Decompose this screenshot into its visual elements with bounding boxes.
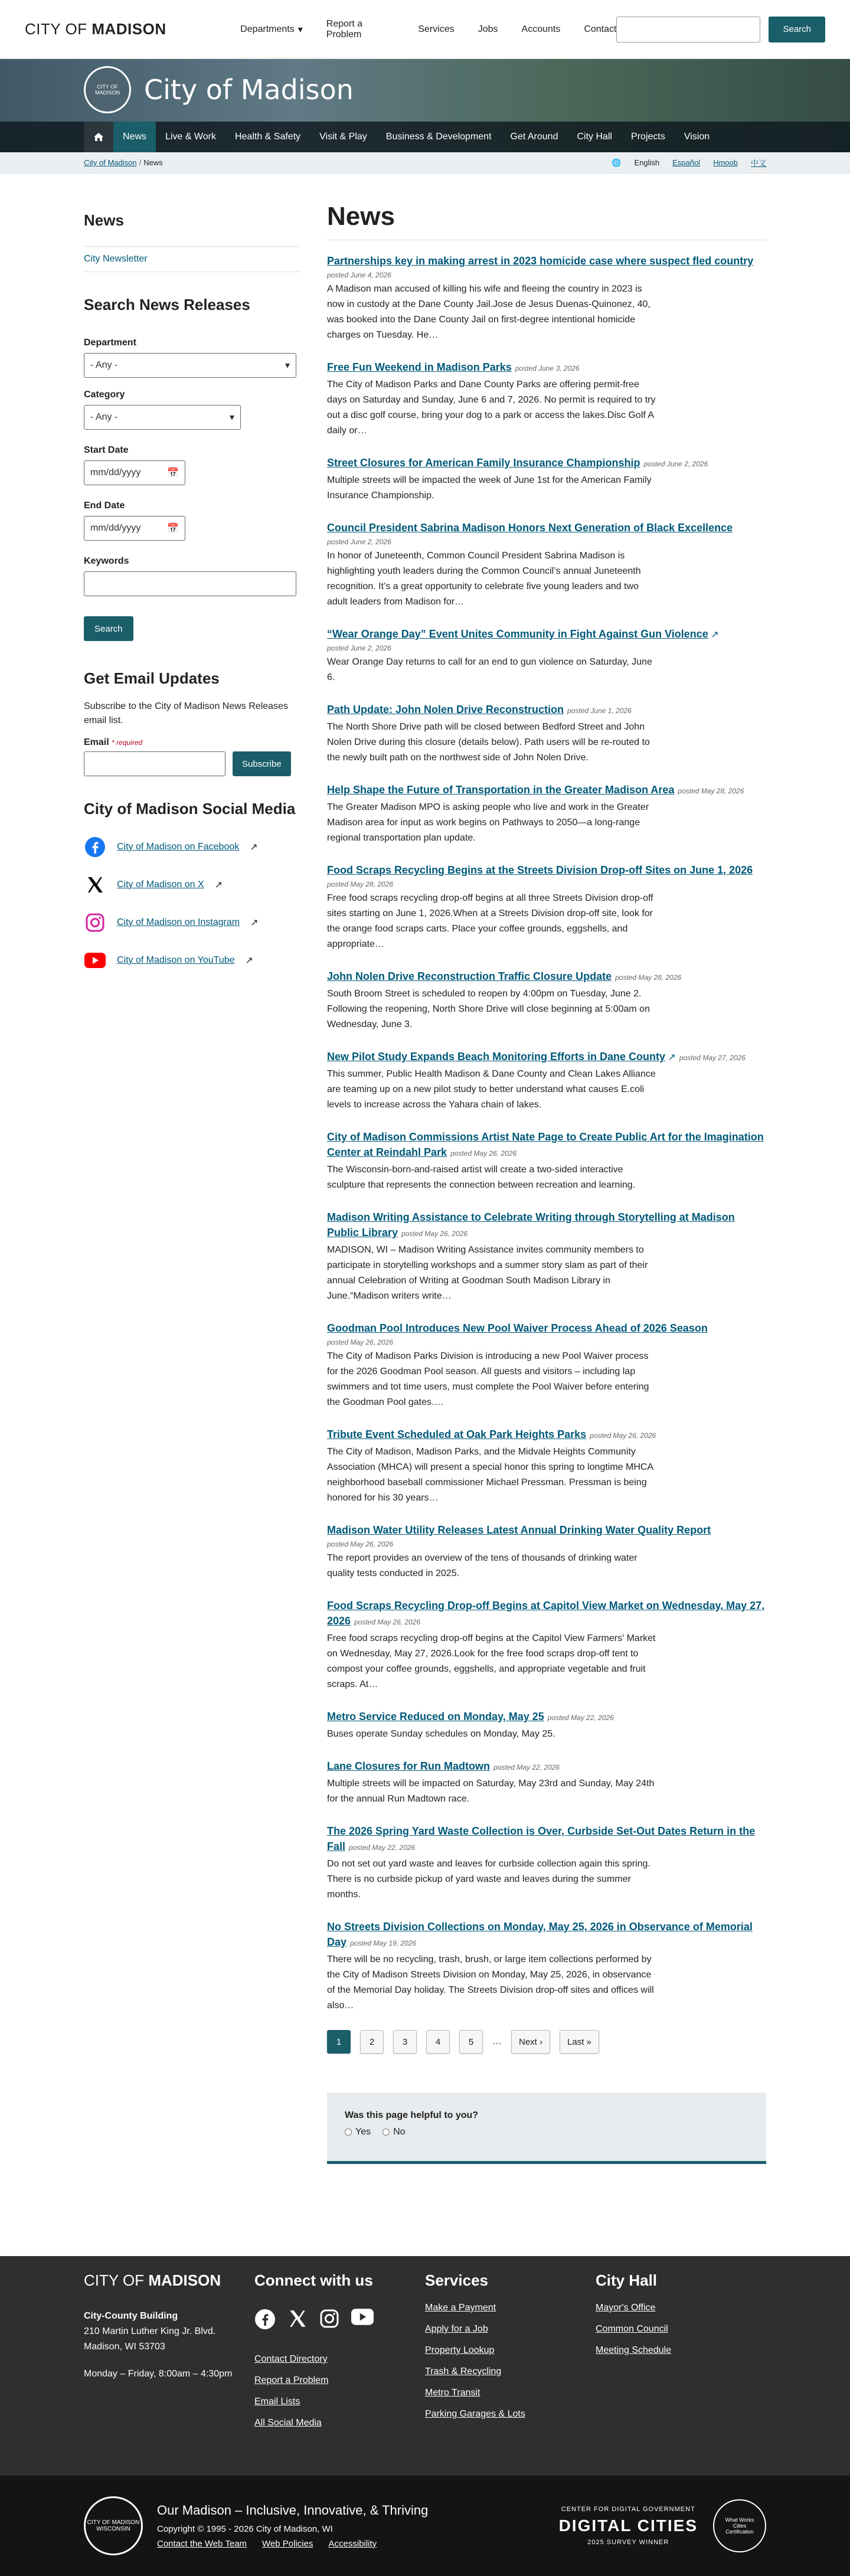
sidebar-news-heading: News (84, 211, 124, 229)
news-posted-date: posted May 28, 2026 (678, 787, 744, 795)
news-posted-date: posted May 26, 2026 (327, 1540, 394, 1548)
facebook-icon (84, 836, 106, 858)
pager-item[interactable]: 1 (327, 2030, 351, 2054)
news-item (327, 1598, 766, 1692)
news-posted-date: posted June 1, 2026 (567, 707, 632, 715)
news-posted-date: posted May 26, 2026 (354, 1618, 421, 1626)
footer-address-line2: Madison, WI 53703 (84, 2342, 165, 2352)
news-item (327, 1709, 766, 1742)
news-item (327, 702, 766, 766)
external-link-icon: ↗ (214, 880, 223, 890)
news-item (327, 1522, 766, 1581)
news-summary: Buses operate Sunday schedules on Monday, May 25. (327, 1729, 555, 1739)
main-nav-visit-play[interactable]: Visit & Play (319, 132, 367, 142)
news-item (327, 969, 766, 1032)
news-summary: The Wisconsin-born-and-raised artist will create a two-sided interactive sculpture that represents the connection between recreation and learning. (327, 1165, 636, 1190)
main-nav-get-around[interactable]: Get Around (510, 132, 558, 142)
top-nav (240, 19, 616, 40)
chevron-down-icon: ▾ (298, 24, 303, 35)
news-posted-date: posted June 2, 2026 (643, 460, 708, 468)
breadcrumb-current: News (143, 158, 163, 167)
footer-property-lookup[interactable]: Property Lookup (425, 2345, 495, 2355)
site-logo[interactable]: CITY OF MADISON (25, 20, 166, 38)
social-x[interactable]: City of Madison on X ↗ (84, 874, 300, 896)
breadcrumb-home[interactable]: City of Madison (84, 158, 137, 167)
news-posted-date: posted May 22, 2026 (349, 1843, 416, 1852)
footer-building: City-County Building (84, 2311, 178, 2321)
hero-title[interactable]: City of Madison (144, 74, 354, 106)
top-nav-jobs[interactable]: Jobs (478, 24, 498, 34)
news-search-button[interactable]: Search (84, 616, 133, 641)
lang-chinese[interactable]: 中文 (750, 159, 766, 168)
digital-cities-award: CENTER FOR DIGITAL GOVERNMENT DIGITAL CITIES 2025 SURVEY WINNER (558, 2506, 698, 2546)
site-search (616, 17, 825, 43)
news-posted-date: posted June 2, 2026 (327, 644, 391, 652)
city-newsletter-link[interactable]: City Newsletter (84, 246, 300, 272)
external-link-icon: ↗ (250, 918, 259, 928)
footer-cityhall-heading: City Hall (596, 2271, 658, 2289)
translate-icon: 🌐 (612, 158, 622, 167)
category-select[interactable]: - Any - ▾ (84, 405, 241, 430)
main-nav (0, 122, 850, 152)
top-nav-departments[interactable]: Departments ▾ (240, 24, 303, 35)
instagram-icon[interactable] (319, 2309, 339, 2333)
news-title-link[interactable]: Lane Closures for Run Madtown (327, 1760, 491, 1772)
feedback-question: Was this page helpful to you? (345, 2110, 479, 2120)
footer-trash-recycling[interactable]: Trash & Recycling (425, 2366, 502, 2376)
news-summary: The report provides an overview of the tens of thousands of drinking water quality tests conducted in 2025. (327, 1553, 638, 1578)
news-item (327, 359, 766, 439)
news-title-link[interactable]: “Wear Orange Day” Event Unites Community in Fight Against Gun Violence (327, 628, 708, 640)
footer-common-council[interactable]: Common Council (596, 2324, 668, 2334)
news-item (327, 1209, 766, 1304)
main-nav-city-hall[interactable]: City Hall (577, 132, 613, 142)
news-summary: In honor of Juneteenth, Common Council President Sabrina Madison is highlighting youth leaders during the Common Council’s annual Juneteenth recognition. It’s a great opportunity to celebrate five young leaders and two adult leaders from Madison for… (327, 551, 641, 607)
social-instagram[interactable]: City of Madison on Instagram ↗ (84, 911, 300, 934)
news-item (327, 1919, 766, 2013)
footer-report-problem[interactable]: Report a Problem (254, 2375, 329, 2385)
news-item (327, 626, 766, 685)
page-feedback (327, 2093, 766, 2164)
search-news-heading: Search News Releases (84, 296, 250, 313)
footer-all-social[interactable]: All Social Media (254, 2418, 322, 2428)
pager-item[interactable]: Next › (511, 2030, 550, 2054)
pager-item[interactable]: 4 (426, 2030, 450, 2054)
news-item (327, 1049, 766, 1113)
news-summary: The City of Madison, Madison Parks, and the Midvale Heights Community Association (MHCA) will present a special honor this spring to longtime MHCA neighborhood baseball commissioner Michael Pressman. Pressman is being honored for his 30 years… (327, 1447, 653, 1503)
top-nav-contact[interactable]: Contact (584, 24, 617, 34)
pager-item[interactable]: 5 (459, 2030, 483, 2054)
pager-item[interactable]: Last » (560, 2030, 599, 2054)
pager-ellipsis: … (492, 2036, 502, 2047)
news-title-link[interactable]: Partnerships key in making arrest in 2023 homicide case where suspect fled country (327, 255, 754, 267)
news-title-link[interactable]: No Streets Division Collections on Monday, May 25, 2026 in Observance of Memorial Day (327, 1921, 753, 1948)
news-title-link[interactable]: Street Closures for American Family Insurance Championship (327, 457, 640, 469)
radio-icon (382, 2129, 390, 2136)
news-item (327, 1427, 766, 1506)
news-summary: The City of Madison Parks Division is introducing a new Pool Waiver process for the 2026 Goodman Pool season. All guests and visitors – including lap swimmers and tot time users, must complete the Pool Waiver before entering the Goodman Pool gates.… (327, 1351, 649, 1407)
news-item (327, 782, 766, 846)
sub-footer (0, 2476, 850, 2576)
footer-apply-job[interactable]: Apply for a Job (425, 2324, 488, 2334)
news-item (327, 1758, 766, 1807)
lang-espanol[interactable]: Español (672, 158, 701, 167)
social-youtube[interactable]: City of Madison on YouTube ↗ (84, 949, 300, 972)
start-date-input[interactable]: mm/dd/yyyy 📅 (84, 460, 185, 485)
news-summary: Wear Orange Day returns to call for an end to gun violence on Saturday, June 6. (327, 657, 652, 682)
footer-connect (254, 2271, 425, 2460)
site-footer (0, 2256, 850, 2476)
email-updates-text: Subscribe to the City of Madison News Releases email list. (84, 701, 288, 725)
email-field[interactable] (84, 751, 225, 776)
external-link-icon: ↗ (708, 630, 719, 640)
search-button[interactable]: Search (769, 17, 825, 43)
news-title-link[interactable]: Food Scraps Recycling Begins at the Streets Division Drop-off Sites on June 1, 2026 (327, 864, 753, 876)
email-updates-heading: Get Email Updates (84, 669, 220, 687)
required-marker: * required (112, 738, 143, 747)
news-list (327, 253, 766, 2013)
news-summary: This summer, Public Health Madison & Dane County and Clean Lakes Alliance are teaming up on a new pilot study to better understand what causes E.coli levels to increase across the Yahara chain of lakes. (327, 1069, 656, 1110)
news-summary: South Broom Street is scheduled to reopen by 4:00pm on Tuesday, June 2. Following the reopening, North Shore Drive will close beginning at 5:00am on Wednesday, June 3. (327, 989, 650, 1029)
home-icon[interactable] (84, 122, 113, 152)
news-title-link[interactable]: John Nolen Drive Reconstruction Traffic Closure Update (327, 970, 612, 982)
news-title-link[interactable]: Tribute Event Scheduled at Oak Park Heights Parks (327, 1428, 587, 1440)
copyright: Copyright © 1995 - 2026 City of Madison, WI (157, 2524, 333, 2534)
footer-email-lists[interactable]: Email Lists (254, 2397, 300, 2407)
main-nav-health-safety[interactable]: Health & Safety (234, 132, 301, 142)
news-summary: The North Shore Drive path will be closed between Bedford Street and John Nolen Drive during this closure (details below). Path users will be re-routed to the newly built path on the northwest side of John Nolen Drive. (327, 722, 650, 763)
city-seal-icon: CITY OF MADISON WISCONSIN (84, 2496, 143, 2555)
news-item (327, 455, 766, 504)
city-seal-icon: CITY OF MADISON (84, 66, 131, 113)
page-title: News (327, 202, 766, 240)
news-posted-date: posted May 26, 2026 (590, 1431, 656, 1440)
news-title-link[interactable]: New Pilot Study Expands Beach Monitoring Efforts in Dane County (327, 1051, 666, 1063)
news-posted-date: posted June 2, 2026 (327, 538, 391, 546)
news-item (327, 1129, 766, 1193)
footer-parking[interactable]: Parking Garages & Lots (425, 2409, 525, 2419)
youtube-icon (84, 949, 106, 972)
footer-address-line1: 210 Martin Luther King Jr. Blvd. (84, 2326, 216, 2336)
x-icon (84, 874, 106, 896)
page-content (0, 194, 850, 2164)
news-summary: The Greater Madison MPO is asking people who live and work in the Greater Madison area for input as work begins on Pathways to 2050—a long-range regional transportation plan update. (327, 802, 649, 843)
top-bar (0, 0, 850, 59)
main-nav-vision[interactable]: Vision (684, 132, 710, 142)
news-summary: Do not set out yard waste and leaves for curbside collection again this spring. There is no curbside pickup of yard waste and leaves during the summer months. (327, 1859, 650, 1900)
news-title-link[interactable]: The 2026 Spring Yard Waste Collection is Over, Curbside Set-Out Dates Return in the Fall (327, 1825, 756, 1852)
news-title-link[interactable]: Council President Sabrina Madison Honors Next Generation of Black Excellence (327, 522, 733, 534)
news-posted-date: posted May 28, 2026 (327, 880, 394, 888)
news-title-link[interactable]: Madison Writing Assistance to Celebrate Writing through Storytelling at Madison Public Library (327, 1211, 735, 1238)
keywords-input[interactable] (84, 571, 296, 596)
news-posted-date: posted June 4, 2026 (327, 271, 391, 279)
news-title-link[interactable]: Goodman Pool Introduces New Pool Waiver Process Ahead of 2026 Season (327, 1322, 708, 1334)
news-posted-date: posted May 22, 2026 (547, 1714, 614, 1722)
breadcrumb: City of Madison / News 🌐 English Español Hmoob 中文 (0, 152, 850, 174)
radio-icon (345, 2129, 352, 2136)
external-link-icon: ↗ (665, 1052, 676, 1063)
sidebar (84, 194, 300, 2164)
chevron-down-icon: ▾ (285, 361, 290, 371)
news-posted-date: posted May 26, 2026 (450, 1149, 517, 1158)
feedback-no[interactable]: No (382, 2127, 405, 2137)
keywords-label: Keywords (84, 556, 129, 566)
calendar-icon: 📅 (167, 524, 179, 534)
news-summary: MADISON, WI – Madison Writing Assistance invites community members to participate in storytelling workshops and a summer story slam as part of their annual Celebration of Writing at Goodman South Madison Library in June.“Madison writers write… (327, 1245, 648, 1301)
external-link-icon: ↗ (245, 956, 253, 966)
footer-contact (84, 2271, 254, 2460)
lang-hmoob[interactable]: Hmoob (713, 158, 738, 167)
end-date-input[interactable]: mm/dd/yyyy 📅 (84, 516, 185, 541)
accessibility-link[interactable]: Accessibility (328, 2539, 377, 2549)
news-posted-date: posted May 22, 2026 (493, 1763, 560, 1771)
news-posted-date: posted May 28, 2026 (615, 973, 682, 982)
main-nav-live-work[interactable]: Live & Work (165, 132, 216, 142)
news-item (327, 1320, 766, 1410)
news-summary: There will be no recycling, trash, brush, or large item collections performed by the City of Madison Streets Division on Monday, May 25, 2026, in observance of the Memorial Day holiday. The Streets Division drop-off sites and offices will also… (327, 1954, 654, 2011)
web-policies-link[interactable]: Web Policies (262, 2539, 313, 2549)
news-summary: Free food scraps recycling drop-off begins at all three Streets Division drop-off sites starting on June 1, 2026.When at a Streets Division drop-off site, look for the orange food scraps carts. Place your coffee grounds, eggshells, and appropriate… (327, 893, 653, 949)
x-icon[interactable] (287, 2309, 308, 2333)
external-link-icon: ↗ (250, 842, 258, 852)
social-media-heading: City of Madison Social Media (84, 800, 296, 818)
youtube-icon[interactable] (351, 2309, 374, 2333)
department-select[interactable]: - Any - ▾ (84, 353, 296, 378)
footer-meeting-schedule[interactable]: Meeting Schedule (596, 2345, 672, 2355)
top-nav-report-problem[interactable]: Report a Problem (326, 18, 363, 40)
news-posted-date: posted May 27, 2026 (679, 1054, 746, 1062)
footer-hours: Monday – Friday, 8:00am – 4:30pm (84, 2369, 233, 2379)
news-title-link[interactable]: Metro Service Reduced on Monday, May 25 (327, 1711, 544, 1722)
news-summary: Multiple streets will be impacted on Saturday, May 23rd and Sunday, May 24th for the annual Run Madtown race. (327, 1779, 655, 1804)
news-item (327, 253, 766, 343)
news-summary: Multiple streets will be impacted the week of June 1st for the American Family Insurance Championship. (327, 475, 652, 501)
news-title-link[interactable]: Free Fun Weekend in Madison Parks (327, 361, 512, 373)
footer-logo: CITY OF MADISON (84, 2271, 221, 2289)
main-nav-business-development[interactable]: Business & Development (385, 132, 492, 142)
pager-item[interactable]: 3 (393, 2030, 417, 2054)
top-nav-services[interactable]: Services (418, 24, 455, 34)
subscribe-button[interactable]: Subscribe (233, 751, 291, 776)
social-facebook[interactable]: City of Madison on Facebook ↗ (84, 836, 300, 858)
end-date-label: End Date (84, 501, 125, 511)
start-date-label: Start Date (84, 445, 129, 455)
main-content (327, 194, 766, 2164)
category-label: Category (84, 390, 125, 400)
news-summary: A Madison man accused of killing his wife and fleeing the country in 2023 is now in custody at the Dane County Jail.Jose de Jesus Duenas-Quinonez, 40, was booked into the Dane County Jail on first-degree intentional homicide charges on Tuesday. He… (327, 284, 650, 340)
facebook-icon[interactable] (254, 2309, 276, 2333)
news-title-link[interactable]: Food Scraps Recycling Drop-off Begins at Capitol View Market on Wednesday, May 27, 2026 (327, 1600, 765, 1627)
news-item (327, 520, 766, 610)
feedback-yes[interactable]: Yes (345, 2127, 371, 2137)
footer-tagline: Our Madison – Inclusive, Innovative, & Thriving (157, 2503, 429, 2518)
news-title-link[interactable]: Help Shape the Future of Transportation in the Greater Madison Area (327, 784, 675, 796)
news-item (327, 1823, 766, 1902)
footer-mayors-office[interactable]: Mayor's Office (596, 2303, 656, 2313)
pager-item[interactable]: 2 (360, 2030, 384, 2054)
footer-connect-heading: Connect with us (254, 2271, 373, 2289)
footer-make-payment[interactable]: Make a Payment (425, 2303, 496, 2313)
main-nav-news[interactable]: News (113, 122, 156, 152)
news-posted-date: posted May 19, 2026 (350, 1939, 417, 1947)
main-nav-projects[interactable]: Projects (631, 132, 665, 142)
top-nav-accounts[interactable]: Accounts (521, 24, 561, 34)
news-item (327, 862, 766, 952)
chevron-down-icon: ▾ (229, 413, 234, 423)
language-switcher (612, 157, 766, 168)
footer-metro-transit[interactable]: Metro Transit (425, 2388, 480, 2398)
search-input[interactable] (616, 17, 760, 43)
news-posted-date: posted June 3, 2026 (515, 364, 580, 372)
footer-services (425, 2271, 596, 2460)
pagination (327, 2030, 766, 2054)
footer-city-hall (596, 2271, 766, 2460)
news-title-link[interactable]: Path Update: John Nolen Drive Reconstruction (327, 704, 564, 715)
what-works-cities-badge: What Works Cities Certification (713, 2499, 766, 2552)
news-title-link[interactable]: City of Madison Commissions Artist Nate Page to Create Public Art for the Imagination Center at Reindahl Park (327, 1131, 764, 1158)
contact-web-team-link[interactable]: Contact the Web Team (157, 2539, 247, 2549)
email-label: Email (84, 737, 109, 747)
footer-services-heading: Services (425, 2271, 488, 2289)
department-label: Department (84, 338, 136, 348)
calendar-icon: 📅 (167, 468, 179, 478)
news-summary: The City of Madison Parks and Dane County Parks are offering permit-free days on Saturday and Sunday, June 6 and 7, 2026. No permit is required to try out a disc golf course, bring your dog to a park or access the lakes.Disc Golf A daily or… (327, 380, 656, 436)
news-posted-date: posted May 26, 2026 (327, 1338, 394, 1346)
lang-english[interactable]: English (634, 158, 660, 167)
hero-banner (0, 59, 850, 152)
instagram-icon (84, 911, 106, 934)
footer-contact-directory[interactable]: Contact Directory (254, 2354, 328, 2364)
news-posted-date: posted May 26, 2026 (401, 1230, 468, 1238)
news-summary: Free food scraps recycling drop-off begins at the Capitol View Farmers' Market on Wednesday, May 27, 2026.Look for the free food scraps drop-off tent to compost your coffee grounds, eggshells, and appropriate vegetable and fruit scraps. At… (327, 1633, 656, 1689)
news-title-link[interactable]: Madison Water Utility Releases Latest Annual Drinking Water Quality Report (327, 1524, 711, 1536)
